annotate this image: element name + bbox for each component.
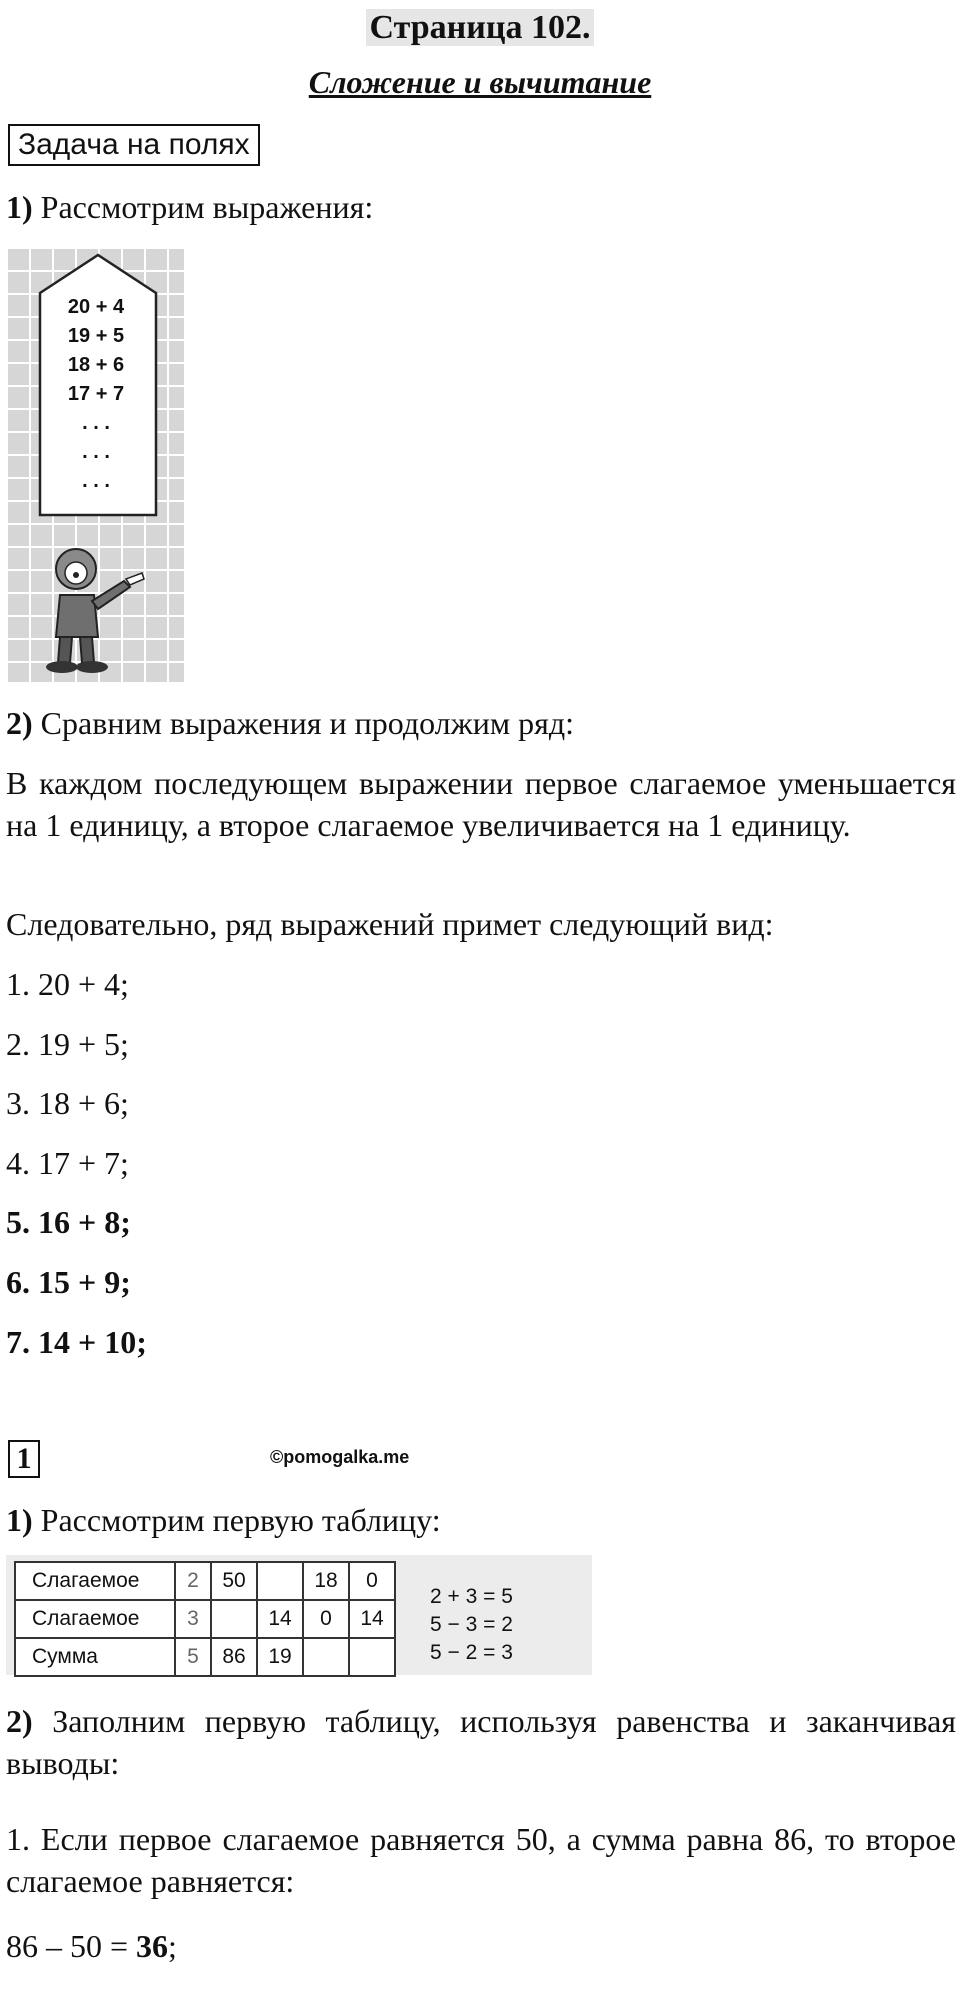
table-cell: 3: [175, 1600, 211, 1638]
task1-item-1: 1. Если первое слагаемое равняется 50, а сумма равна 86, то второе слагаемое равняется:: [6, 1821, 956, 1899]
table-cell: 18: [303, 1562, 349, 1600]
table-cell: [349, 1638, 395, 1676]
margin-step-1: 1) Рассмотрим выражения:: [6, 189, 374, 225]
watermark: ©pomogalka.me: [270, 1447, 410, 1467]
equation: 5 − 2 = 3: [430, 1641, 513, 1664]
table-cell: 0: [303, 1600, 349, 1638]
table-cell: 19: [257, 1638, 303, 1676]
card-expression: . . .: [82, 470, 110, 492]
page-title: Страница 102.: [0, 6, 960, 50]
series-item-answer: 7. 14 + 10;: [6, 1324, 147, 1360]
table-cell: 0: [349, 1562, 395, 1600]
table-row: [15, 1600, 395, 1638]
table-row: [15, 1638, 395, 1676]
series-item-answer: 6. 15 + 9;: [6, 1264, 131, 1300]
card-expression: 17 + 7: [67, 383, 125, 405]
card-expression: 18 + 6: [67, 354, 125, 376]
table-row-label: Сумма: [15, 1638, 175, 1676]
task1-item-1-calc: 86 – 50 = 36;: [6, 1928, 177, 1964]
addition-table: [14, 1561, 396, 1677]
equation: 2 + 3 = 5: [430, 1585, 513, 1608]
table-cell: 2: [175, 1562, 211, 1600]
equations: [430, 1583, 513, 1667]
margin-task-label: Задача на полях: [8, 124, 260, 166]
task-number-box: 1: [8, 1440, 40, 1478]
expressions-illustration: [6, 247, 184, 682]
card-expression: 20 + 4: [67, 296, 125, 318]
margin-step-2: 2) Сравним выражения и продолжим ряд:: [6, 705, 575, 741]
table-cell: 86: [211, 1638, 257, 1676]
series-item: 3. 18 + 6;: [6, 1085, 129, 1121]
table-cell: 50: [211, 1562, 257, 1600]
series-item-answer: 5. 16 + 8;: [6, 1204, 131, 1240]
task1-step-2: 2) Заполним первую таблицу, используя равенства и заканчивая выводы:: [6, 1703, 956, 1781]
series-item: 4. 17 + 7;: [6, 1145, 129, 1181]
card-expression: . . .: [82, 412, 110, 434]
card-expression: 19 + 5: [67, 325, 125, 347]
section-title: Сложение и вычитание: [308, 64, 652, 100]
table-row: [15, 1562, 395, 1600]
margin-conclusion: Следовательно, ряд выражений примет следующий вид:: [6, 906, 774, 942]
card-expression: . . .: [82, 441, 110, 463]
table-cell: 5: [175, 1638, 211, 1676]
table-cell: [257, 1562, 303, 1600]
equation: 5 − 3 = 2: [430, 1613, 513, 1636]
table-cell: [303, 1638, 349, 1676]
table-cell: 14: [349, 1600, 395, 1638]
margin-explanation: В каждом последующем выражении первое слагаемое уменьшается на 1 единицу, а второе слагаемое увеличивается на 1 единицу.: [6, 765, 956, 843]
table-row-label: Слагаемое: [15, 1600, 175, 1638]
table-row-label: Слагаемое: [15, 1562, 175, 1600]
series-item: 1. 20 + 4;: [6, 966, 129, 1002]
table-cell: [211, 1600, 257, 1638]
series-item: 2. 19 + 5;: [6, 1026, 129, 1062]
task1-step-1: 1) Рассмотрим первую таблицу:: [6, 1502, 441, 1538]
addition-table-image: [6, 1555, 592, 1675]
table-cell: 14: [257, 1600, 303, 1638]
clown-figure-icon: [46, 545, 156, 677]
